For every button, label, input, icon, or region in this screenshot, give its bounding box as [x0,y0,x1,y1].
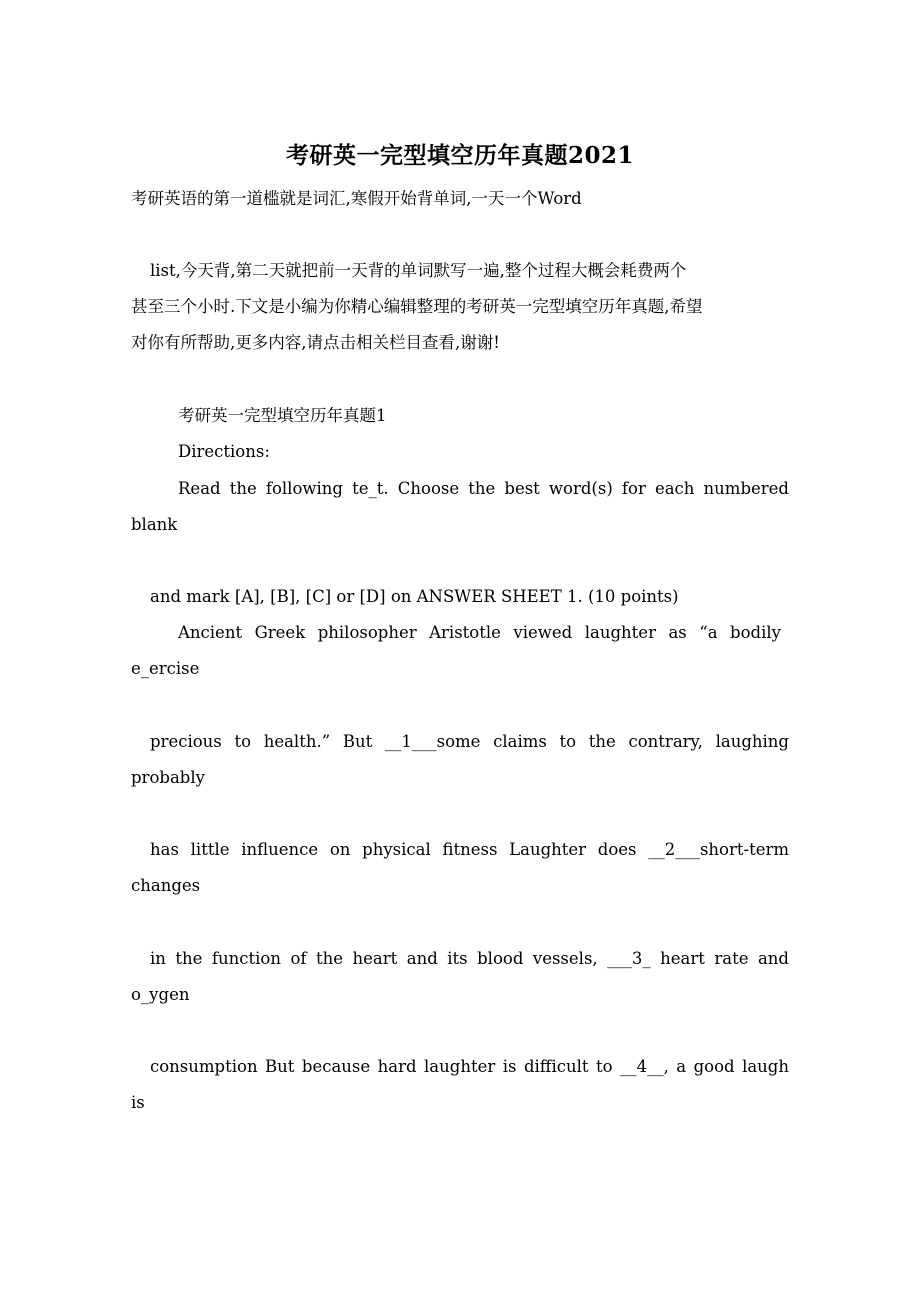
directions-line: Read the following te_t. Choose the best word(s) for each numbered [178,479,789,498]
intro-line: list,今天背,第二天就把前一天背的单词默写一遍,整个过程大概会耗费两个 [150,261,687,280]
passage-line: Ancient Greek philosopher Aristotle viewed laughter as “a bodily [178,623,781,642]
intro-line: 甚至三个小时.下文是小编为你精心编辑整理的考研英一完型填空历年真题,希望 [131,297,703,316]
passage-line-cont: changes [131,876,201,895]
passage-line-cont: e_ercise [131,659,200,678]
directions-line: and mark [A], [B], [C] or [D] on ANSWER SHEET 1. (10 points) [150,587,679,606]
section-heading: 考研英一完型填空历年真题1 [178,406,387,425]
passage-line-cont: o_ygen [131,985,190,1004]
passage-line-cont: probably [131,768,205,787]
passage-line: consumption But because hard laughter is difficult to __4__, a good laugh [150,1057,789,1076]
intro-line: 考研英语的第一道槛就是词汇,寒假开始背单词,一天一个Word [131,189,582,208]
passage-line: precious to health.” But __1___some claims to the contrary, laughing [150,732,789,751]
directions-line-cont: blank [131,515,178,534]
passage-line: has little influence on physical fitness Laughter does __2___short-term [150,840,789,859]
passage-line-cont: is [131,1093,145,1112]
directions-label: Directions: [178,442,270,461]
document-title: 考研英一完型填空历年真题2021 [285,142,634,169]
intro-line: 对你有所帮助,更多内容,请点击相关栏目查看,谢谢! [131,333,500,352]
passage-line: in the function of the heart and its blood vessels, ___3_ heart rate and [150,949,789,968]
